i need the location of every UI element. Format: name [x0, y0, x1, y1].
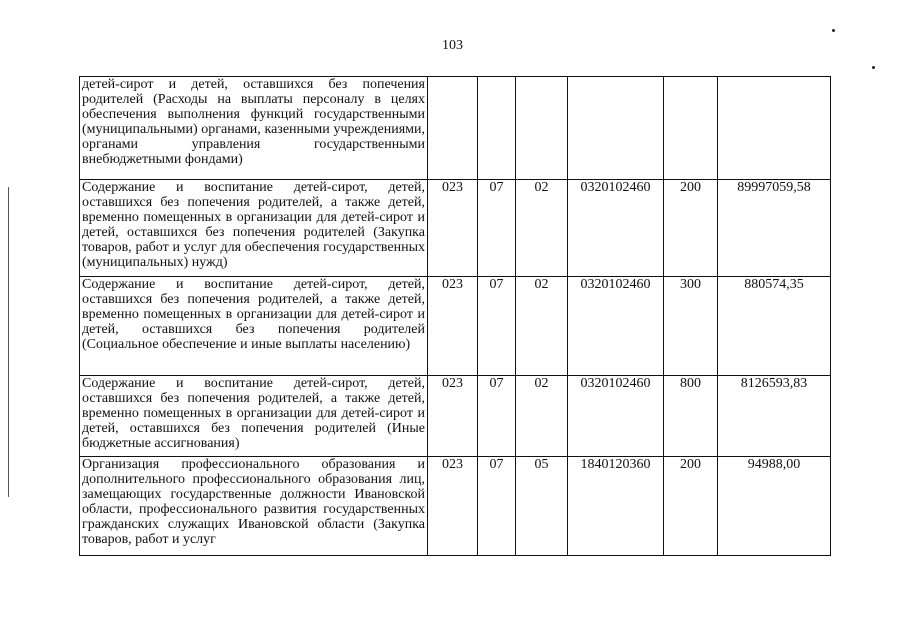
row-target-code: 0320102460 — [568, 180, 664, 277]
scan-speck — [872, 66, 875, 69]
row-expense-type: 200 — [664, 457, 718, 556]
row-subsection-code — [516, 77, 568, 180]
table-row — [80, 77, 831, 180]
row-admin-code: 023 — [428, 457, 478, 556]
row-expense-type: 300 — [664, 277, 718, 376]
scan-margin-line — [8, 187, 9, 497]
page-number: 103 — [442, 38, 463, 53]
row-admin-code — [428, 77, 478, 180]
table-row — [80, 376, 831, 457]
row-section-code: 07 — [478, 376, 516, 457]
row-section-code — [478, 77, 516, 180]
row-description: Содержание и воспитание детей-сирот, детей, оставшихся без попечения родителей, а также детей, временно помещенных в организации для детей-сирот и детей, оставшихся без попечения родителей (Социальное обеспечение и иные выплаты населению) — [80, 277, 428, 376]
table-row — [80, 277, 831, 376]
row-description: детей-сирот и детей, оставшихся без попечения родителей (Расходы на выплаты персоналу в целях обеспечения выполнения функций государственными (муниципальными) органами, казенными учреждениями, органами управления государственными внебюджетными фондами) — [80, 77, 428, 180]
table-row — [80, 457, 831, 556]
row-amount — [718, 77, 831, 180]
row-target-code — [568, 77, 664, 180]
row-subsection-code: 02 — [516, 277, 568, 376]
row-description: Содержание и воспитание детей-сирот, детей, оставшихся без попечения родителей, а также детей, временно помещенных в организации для детей-сирот и детей, оставшихся без попечения родителей (Иные бюджетные ассигнования) — [80, 376, 428, 457]
row-section-code: 07 — [478, 277, 516, 376]
row-section-code: 07 — [478, 180, 516, 277]
row-description: Организация профессионального образования и дополнительного профессионального образования лиц, замещающих государственные должности Ивановской области, профессионального развития государственных гражданских служащих Ивановской области (Закупка товаров, работ и услуг — [80, 457, 428, 556]
row-subsection-code: 05 — [516, 457, 568, 556]
row-target-code: 0320102460 — [568, 277, 664, 376]
row-admin-code: 023 — [428, 180, 478, 277]
row-admin-code: 023 — [428, 376, 478, 457]
row-amount: 880574,35 — [718, 277, 831, 376]
scan-speck — [832, 29, 835, 32]
row-amount: 89997059,58 — [718, 180, 831, 277]
row-amount: 8126593,83 — [718, 376, 831, 457]
row-expense-type: 800 — [664, 376, 718, 457]
row-amount: 94988,00 — [718, 457, 831, 556]
row-target-code: 0320102460 — [568, 376, 664, 457]
row-subsection-code: 02 — [516, 180, 568, 277]
table-row — [80, 180, 831, 277]
row-target-code: 1840120360 — [568, 457, 664, 556]
row-subsection-code: 02 — [516, 376, 568, 457]
row-expense-type — [664, 77, 718, 180]
row-admin-code: 023 — [428, 277, 478, 376]
budget-table — [79, 76, 831, 556]
row-description: Содержание и воспитание детей-сирот, детей, оставшихся без попечения родителей, а также детей, временно помещенных в организации для детей-сирот и детей, оставшихся без попечения родителей (Закупка товаров, работ и услуг для обеспечения государственных (муниципальных) нужд) — [80, 180, 428, 277]
row-section-code: 07 — [478, 457, 516, 556]
row-expense-type: 200 — [664, 180, 718, 277]
